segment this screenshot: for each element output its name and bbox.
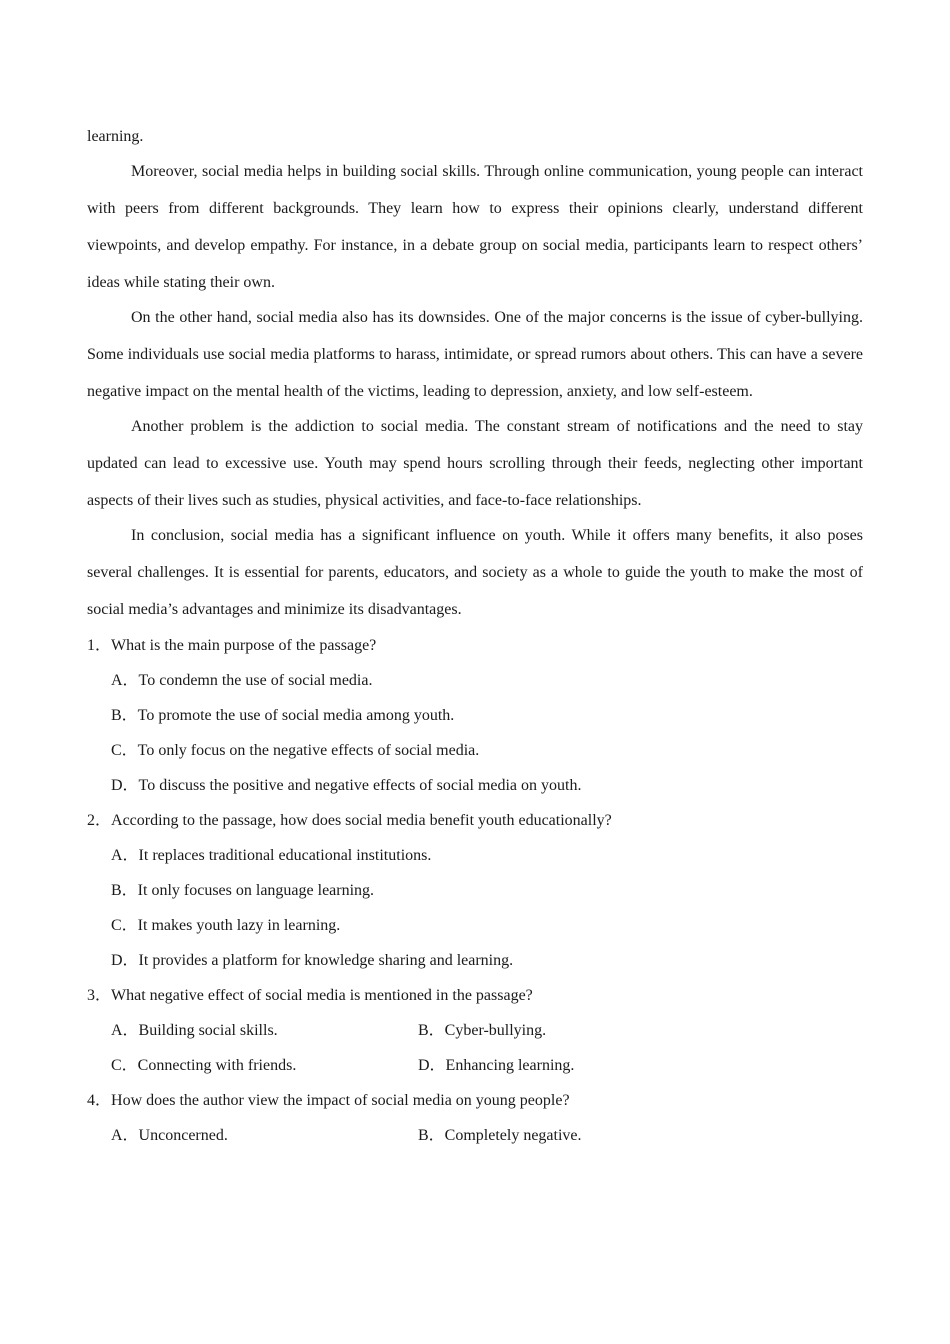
question-2 [87, 803, 863, 838]
passage-paragraph: In conclusion, social media has a significant influence on youth. While it offers many benefits, it also poses several challenges. It is essential for parents, educators, and society as a whole to guide the youth to make the most of social media’s advantages and minimize its disadvantages. [87, 527, 863, 618]
option-a: A．Building social skills. [111, 1022, 278, 1039]
option-c: C．Connecting with friends. [111, 1057, 297, 1074]
option-a: A．It replaces traditional educational institutions. [111, 847, 432, 864]
option-d: D．Enhancing learning. [418, 1057, 575, 1074]
question-4 [87, 1083, 863, 1118]
question-number: 3． [87, 987, 112, 1004]
option-c: C．To only focus on the negative effects of social media. [111, 742, 480, 759]
question-text: What is the main purpose of the passage? [111, 637, 377, 654]
question-number: 2． [87, 812, 112, 829]
question-text: According to the passage, how does social media benefit youth educationally? [111, 812, 612, 829]
option-row [87, 1013, 863, 1048]
option-d: D．To discuss the positive and negative effects of social media on youth. [111, 777, 582, 794]
option-b: B．Cyber-bullying. [418, 1022, 547, 1039]
option-c: C．It makes youth lazy in learning. [111, 917, 341, 934]
option-row [87, 1048, 863, 1083]
option-d: D．It provides a platform for knowledge sharing and learning. [111, 952, 514, 969]
document-page [87, 118, 863, 1153]
passage-paragraph: Another problem is the addiction to social media. The constant stream of notifications and the need to stay updated can lead to excessive use. Youth may spend hours scrolling through their feeds, neglecting other important aspects of their lives such as studies, physical activities, and face-to-face relationships. [87, 418, 863, 509]
option-b: B．Completely negative. [418, 1127, 582, 1144]
passage-paragraph: On the other hand, social media also has its downsides. One of the major concerns is the issue of cyber-bullying. Some individuals use social media platforms to harass, intimidate, or spread rumors about others. This can have a severe negative impact on the mental health of the victims, leading to depression, anxiety, and low self-esteem. [87, 309, 863, 400]
option-b: B．To promote the use of social media among youth. [111, 707, 455, 724]
question-text: How does the author view the impact of social media on young people? [111, 1092, 570, 1109]
question-3 [87, 978, 863, 1013]
question-number: 1． [87, 637, 112, 654]
option-row [87, 1118, 863, 1153]
question-text: What negative effect of social media is mentioned in the passage? [111, 987, 533, 1004]
option-a: A．Unconcerned. [111, 1127, 228, 1144]
question-1 [87, 628, 863, 663]
option-b: B．It only focuses on language learning. [111, 882, 375, 899]
passage-paragraph: Moreover, social media helps in building social skills. Through online communication, young people can interact with peers from different backgrounds. They learn how to express their opinions clearly, understand different viewpoints, and develop empathy. For instance, in a debate group on social media, participants learn to respect others’ ideas while stating their own. [87, 163, 863, 291]
question-number: 4． [87, 1092, 112, 1109]
passage-paragraph: learning. [87, 128, 144, 145]
option-a: A．To condemn the use of social media. [111, 672, 373, 689]
